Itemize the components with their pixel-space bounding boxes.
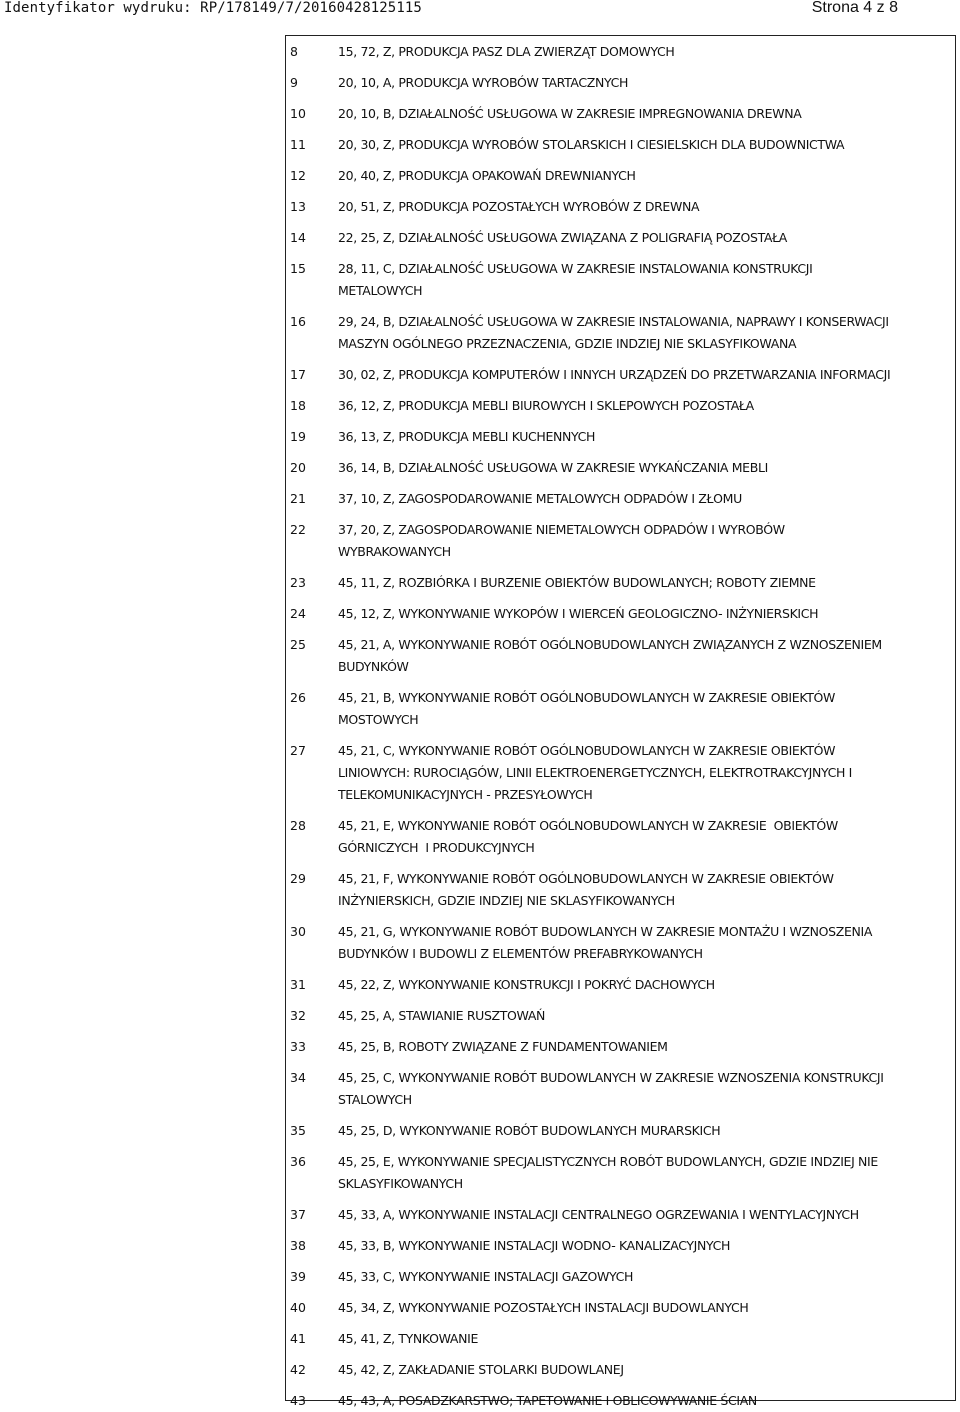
description-line: 45, 21, A, WYKONYWANIE ROBÓT OGÓLNOBUDOWLANYCH ZWIĄZANYCH Z WZNOSZENIEM (338, 637, 882, 652)
description-line: 36, 12, Z, PRODUKCJA MEBLI BIUROWYCH I SKLEPOWYCH POZOSTAŁA (338, 398, 754, 413)
table-row (0, 921, 960, 965)
row-description (338, 1266, 952, 1288)
row-description (338, 687, 952, 731)
table-row (0, 1036, 960, 1058)
row-number: 14 (290, 230, 306, 245)
row-number: 9 (290, 75, 298, 90)
row-number: 38 (290, 1238, 306, 1253)
description-line: 37, 10, Z, ZAGOSPODAROWANIE METALOWYCH ODPADÓW I ZŁOMU (338, 491, 742, 506)
description-line: 20, 40, Z, PRODUKCJA OPAKOWAŃ DREWNIANYCH (338, 168, 636, 183)
description-line: BUDYNKÓW I BUDOWLI Z ELEMENTÓW PREFABRYKOWANYCH (338, 946, 703, 961)
row-description (338, 258, 952, 302)
description-line: 45, 34, Z, WYKONYWANIE POZOSTAŁYCH INSTALACJI BUDOWLANYCH (338, 1300, 749, 1315)
table-row (0, 1359, 960, 1381)
description-line: 45, 21, B, WYKONYWANIE ROBÓT OGÓLNOBUDOWLANYCH W ZAKRESIE OBIEKTÓW (338, 690, 835, 705)
row-number: 15 (290, 261, 306, 276)
row-description (338, 41, 952, 63)
row-number: 32 (290, 1008, 306, 1023)
row-description (338, 1297, 952, 1319)
row-number: 18 (290, 398, 306, 413)
row-description (338, 868, 952, 912)
row-description (338, 426, 952, 448)
row-number: 27 (290, 743, 306, 758)
description-line: 45, 25, C, WYKONYWANIE ROBÓT BUDOWLANYCH W ZAKRESIE WZNOSZENIA KONSTRUKCJI (338, 1070, 884, 1085)
row-description (338, 1390, 952, 1412)
description-line: 20, 10, B, DZIAŁALNOŚĆ USŁUGOWA W ZAKRESIE IMPREGNOWANIA DREWNA (338, 106, 802, 121)
row-description (338, 134, 952, 156)
row-number: 35 (290, 1123, 306, 1138)
description-line: 30, 02, Z, PRODUKCJA KOMPUTERÓW I INNYCH URZĄDZEŃ DO PRZETWARZANIA INFORMACJI (338, 367, 891, 382)
description-line: LINIOWYCH: RUROCIĄGÓW, LINII ELEKTROENERGETYCZNYCH, ELEKTROTRAKCYJNYCH I (338, 765, 852, 780)
row-description (338, 1328, 952, 1350)
row-description (338, 311, 952, 355)
row-number: 17 (290, 367, 306, 382)
description-line: 45, 25, E, WYKONYWANIE SPECJALISTYCZNYCH ROBÓT BUDOWLANYCH, GDZIE INDZIEJ NIE (338, 1154, 878, 1169)
row-number: 26 (290, 690, 306, 705)
description-line: 45, 41, Z, TYNKOWANIE (338, 1331, 479, 1346)
row-description (338, 815, 952, 859)
table-row (0, 1297, 960, 1319)
row-description (338, 921, 952, 965)
description-line: MOSTOWYCH (338, 712, 419, 727)
table-row (0, 815, 960, 859)
page-header (0, 0, 960, 22)
row-number: 43 (290, 1393, 306, 1408)
table-row (0, 1005, 960, 1027)
description-line: MASZYN OGÓLNEGO PRZEZNACZENIA, GDZIE INDZIEJ NIE SKLASYFIKOWANA (338, 336, 797, 351)
row-description (338, 1067, 952, 1111)
row-number: 41 (290, 1331, 306, 1346)
row-description (338, 1359, 952, 1381)
description-line: 45, 21, E, WYKONYWANIE ROBÓT OGÓLNOBUDOWLANYCH W ZAKRESIE OBIEKTÓW (338, 818, 838, 833)
row-number: 11 (290, 137, 306, 152)
table-row (0, 227, 960, 249)
description-line: 36, 13, Z, PRODUKCJA MEBLI KUCHENNYCH (338, 429, 596, 444)
description-line: 45, 33, C, WYKONYWANIE INSTALACJI GAZOWYCH (338, 1269, 634, 1284)
table-row (0, 488, 960, 510)
table-row (0, 519, 960, 563)
description-line: 45, 21, G, WYKONYWANIE ROBÓT BUDOWLANYCH W ZAKRESIE MONTAŻU I WZNOSZENIA (338, 924, 873, 939)
description-line: 45, 42, Z, ZAKŁADANIE STOLARKI BUDOWLANEJ (338, 1362, 624, 1377)
row-number: 36 (290, 1154, 306, 1169)
description-line: METALOWYCH (338, 283, 423, 298)
row-description (338, 1235, 952, 1257)
table-row (0, 1204, 960, 1226)
description-line: 45, 22, Z, WYKONYWANIE KONSTRUKCJI I POKRYĆ DACHOWYCH (338, 977, 715, 992)
row-number: 34 (290, 1070, 306, 1085)
row-description (338, 740, 952, 806)
row-number: 30 (290, 924, 306, 939)
row-description (338, 72, 952, 94)
description-line: 45, 25, B, ROBOTY ZWIĄZANE Z FUNDAMENTOWANIEM (338, 1039, 668, 1054)
table-row (0, 426, 960, 448)
table-row (0, 103, 960, 125)
table-row (0, 603, 960, 625)
row-number: 13 (290, 199, 306, 214)
row-description (338, 488, 952, 510)
table-row (0, 740, 960, 806)
table-row (0, 1151, 960, 1195)
description-line: 45, 21, F, WYKONYWANIE ROBÓT OGÓLNOBUDOWLANYCH W ZAKRESIE OBIEKTÓW (338, 871, 834, 886)
description-line: 20, 10, A, PRODUKCJA WYROBÓW TARTACZNYCH (338, 75, 629, 90)
table-row (0, 72, 960, 94)
table-row (0, 395, 960, 417)
description-line: 45, 21, C, WYKONYWANIE ROBÓT OGÓLNOBUDOWLANYCH W ZAKRESIE OBIEKTÓW (338, 743, 836, 758)
row-number: 23 (290, 575, 306, 590)
row-number: 33 (290, 1039, 306, 1054)
description-line: 45, 43, A, POSADZKARSTWO; TAPETOWANIE I OBLICOWYWANIE ŚCIAN (338, 1393, 757, 1408)
row-description (338, 227, 952, 249)
description-line: 45, 12, Z, WYKONYWANIE WYKOPÓW I WIERCEŃ GEOLOGICZNO- INŻYNIERSKICH (338, 606, 819, 621)
description-line: 15, 72, Z, PRODUKCJA PASZ DLA ZWIERZĄT DOMOWYCH (338, 44, 675, 59)
description-line: 45, 25, D, WYKONYWANIE ROBÓT BUDOWLANYCH MURARSKICH (338, 1123, 721, 1138)
row-description (338, 364, 952, 386)
row-number: 40 (290, 1300, 306, 1315)
table-row (0, 1235, 960, 1257)
row-number: 28 (290, 818, 306, 833)
table-row (0, 634, 960, 678)
table-row (0, 457, 960, 479)
description-line: TELEKOMUNIKACYJNYCH - PRZESYŁOWYCH (338, 787, 593, 802)
table-row (0, 974, 960, 996)
row-number: 19 (290, 429, 306, 444)
description-line: STALOWYCH (338, 1092, 412, 1107)
table-row (0, 364, 960, 386)
row-description (338, 603, 952, 625)
row-number: 31 (290, 977, 306, 992)
row-description (338, 634, 952, 678)
table-row (0, 196, 960, 218)
row-description (338, 1204, 952, 1226)
table-row (0, 134, 960, 156)
row-description (338, 1036, 952, 1058)
row-description (338, 1005, 952, 1027)
print-identifier: Identyfikator wydruku: RP/178149/7/20160428125115 (4, 0, 422, 16)
description-line: WYBRAKOWANYCH (338, 544, 451, 559)
page-number: Strona 4 z 8 (811, 0, 898, 16)
row-number: 16 (290, 314, 306, 329)
row-description (338, 165, 952, 187)
row-number: 22 (290, 522, 306, 537)
table-row (0, 41, 960, 63)
row-description (338, 196, 952, 218)
row-description (338, 519, 952, 563)
table-row (0, 1120, 960, 1142)
row-number: 10 (290, 106, 306, 121)
row-number: 39 (290, 1269, 306, 1284)
row-description (338, 103, 952, 125)
description-line: 29, 24, B, DZIAŁALNOŚĆ USŁUGOWA W ZAKRESIE INSTALOWANIA, NAPRAWY I KONSERWACJI (338, 314, 889, 329)
table-row (0, 572, 960, 594)
description-line: 45, 33, A, WYKONYWANIE INSTALACJI CENTRALNEGO OGRZEWANIA I WENTYLACYJNYCH (338, 1207, 859, 1222)
table-row (0, 258, 960, 302)
row-number: 25 (290, 637, 306, 652)
description-line: 28, 11, C, DZIAŁALNOŚĆ USŁUGOWA W ZAKRESIE INSTALOWANIA KONSTRUKCJI (338, 261, 813, 276)
table-row (0, 687, 960, 731)
row-description (338, 974, 952, 996)
table-row (0, 165, 960, 187)
row-number: 37 (290, 1207, 306, 1222)
row-number: 20 (290, 460, 306, 475)
row-description (338, 395, 952, 417)
table-row (0, 311, 960, 355)
description-line: 22, 25, Z, DZIAŁALNOŚĆ USŁUGOWA ZWIĄZANA Z POLIGRAFIĄ POZOSTAŁA (338, 230, 787, 245)
table-row (0, 1266, 960, 1288)
description-line: 36, 14, B, DZIAŁALNOŚĆ USŁUGOWA W ZAKRESIE WYKAŃCZANIA MEBLI (338, 460, 768, 475)
row-description (338, 1151, 952, 1195)
table-row (0, 868, 960, 912)
description-line: 45, 11, Z, ROZBIÓRKA I BURZENIE OBIEKTÓW BUDOWLANYCH; ROBOTY ZIEMNE (338, 575, 816, 590)
row-number: 29 (290, 871, 306, 886)
row-number: 8 (290, 44, 298, 59)
description-line: GÓRNICZYCH I PRODUKCYJNYCH (338, 840, 535, 855)
description-line: 20, 51, Z, PRODUKCJA POZOSTAŁYCH WYROBÓW Z DREWNA (338, 199, 700, 214)
row-description (338, 572, 952, 594)
table-row (0, 1067, 960, 1111)
description-line: BUDYNKÓW (338, 659, 409, 674)
table-row (0, 1328, 960, 1350)
row-number: 12 (290, 168, 306, 183)
row-number: 21 (290, 491, 306, 506)
description-line: 37, 20, Z, ZAGOSPODAROWANIE NIEMETALOWYCH ODPADÓW I WYROBÓW (338, 522, 785, 537)
description-line: 45, 33, B, WYKONYWANIE INSTALACJI WODNO- KANALIZACYJNYCH (338, 1238, 731, 1253)
row-number: 42 (290, 1362, 306, 1377)
table-row (0, 1390, 960, 1412)
description-line: 45, 25, A, STAWIANIE RUSZTOWAŃ (338, 1008, 546, 1023)
row-number: 24 (290, 606, 306, 621)
row-description (338, 1120, 952, 1142)
description-line: 20, 30, Z, PRODUKCJA WYROBÓW STOLARSKICH I CIESIELSKICH DLA BUDOWNICTWA (338, 137, 845, 152)
description-line: SKLASYFIKOWANYCH (338, 1176, 463, 1191)
row-description (338, 457, 952, 479)
description-line: INŻYNIERSKICH, GDZIE INDZIEJ NIE SKLASYFIKOWANYCH (338, 893, 675, 908)
